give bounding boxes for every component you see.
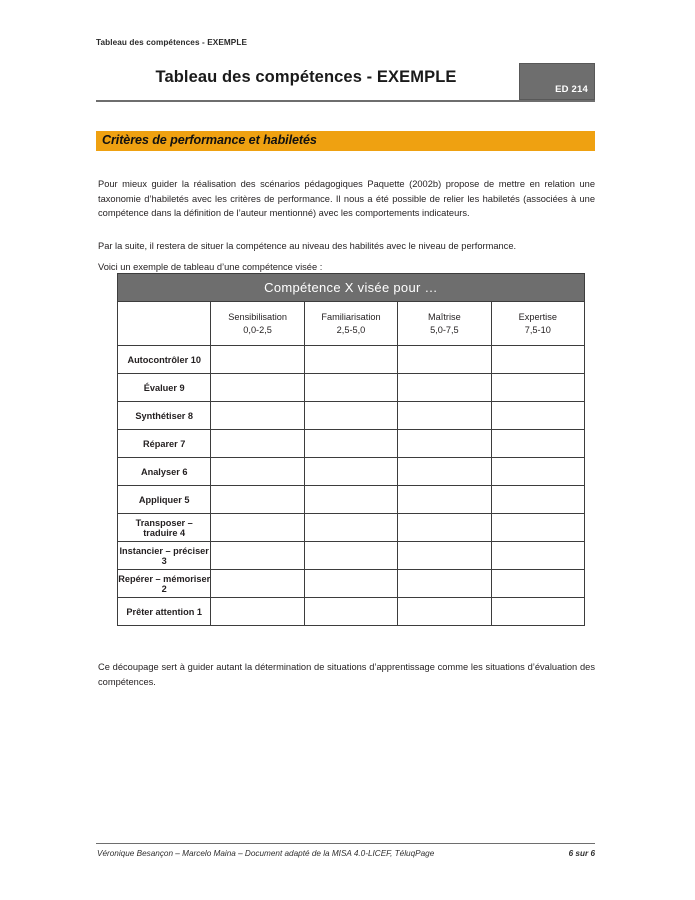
table-row bbox=[118, 458, 585, 486]
table-cell[interactable] bbox=[491, 542, 584, 570]
table-row bbox=[118, 486, 585, 514]
table-cell[interactable] bbox=[491, 346, 584, 374]
table-row bbox=[118, 598, 585, 626]
table-cell[interactable] bbox=[491, 486, 584, 514]
footer-credit: Véronique Besançon – Marcelo Maina – Document adapté de la MISA 4.0-LICEF, TéluqPage bbox=[97, 849, 435, 858]
column-header-range: 5,0-7,5 bbox=[430, 324, 459, 335]
table-cell[interactable] bbox=[304, 458, 397, 486]
table-cell[interactable] bbox=[304, 542, 397, 570]
row-label: Prêter attention 1 bbox=[118, 598, 211, 626]
column-header-name: Maîtrise bbox=[428, 311, 461, 322]
table-cell[interactable] bbox=[304, 570, 397, 598]
running-head: Tableau des compétences - EXEMPLE bbox=[96, 38, 248, 47]
table-cell[interactable] bbox=[211, 542, 304, 570]
table-cell[interactable] bbox=[304, 514, 397, 542]
table-row bbox=[118, 430, 585, 458]
footer-divider bbox=[96, 843, 595, 844]
footer-page-number: 6 sur 6 bbox=[568, 849, 595, 858]
row-label: Synthétiser 8 bbox=[118, 402, 211, 430]
section-heading-label: Critères de performance et habiletés bbox=[102, 133, 317, 147]
competence-table-head bbox=[118, 274, 585, 346]
table-cell[interactable] bbox=[491, 570, 584, 598]
table-cell[interactable] bbox=[304, 346, 397, 374]
table-cell[interactable] bbox=[304, 430, 397, 458]
table-cell[interactable] bbox=[211, 402, 304, 430]
paragraph-example-lead: Voici un exemple de tableau d’une compétence visée : bbox=[98, 262, 323, 273]
column-header-sensibilisation bbox=[211, 302, 304, 346]
table-title: Compétence X visée pour … bbox=[118, 274, 585, 302]
competence-table-body bbox=[118, 346, 585, 626]
row-label: Transposer – traduire 4 bbox=[118, 514, 211, 542]
column-header-name: Familiarisation bbox=[321, 311, 381, 322]
table-cell[interactable] bbox=[491, 374, 584, 402]
table-row bbox=[118, 402, 585, 430]
paragraph-conclusion: Ce découpage sert à guider autant la détermination de situations d’apprentissage comme les situations d’évaluation des compétences. bbox=[98, 662, 595, 687]
table-cell[interactable] bbox=[211, 570, 304, 598]
section-heading-band bbox=[96, 131, 595, 151]
row-label: Autocontrôler 10 bbox=[118, 346, 211, 374]
table-cell[interactable] bbox=[491, 598, 584, 626]
column-header-range: 7,5-10 bbox=[524, 324, 551, 335]
competence-table bbox=[117, 273, 585, 626]
table-cell[interactable] bbox=[304, 598, 397, 626]
column-header-range: 0,0-2,5 bbox=[243, 324, 272, 335]
ed-code-badge bbox=[519, 63, 595, 100]
table-cell[interactable] bbox=[211, 374, 304, 402]
table-row bbox=[118, 346, 585, 374]
row-label: Évaluer 9 bbox=[118, 374, 211, 402]
column-header-name: Expertise bbox=[518, 311, 557, 322]
table-row bbox=[118, 570, 585, 598]
table-cell[interactable] bbox=[491, 514, 584, 542]
row-label: Réparer 7 bbox=[118, 430, 211, 458]
row-label: Instancier – préciser 3 bbox=[118, 542, 211, 570]
table-cell[interactable] bbox=[398, 486, 491, 514]
table-title-row bbox=[118, 274, 585, 302]
paragraph-suite: Par la suite, il restera de situer la compétence au niveau des habilités avec le niveau de performance. bbox=[98, 241, 517, 252]
table-cell[interactable] bbox=[398, 402, 491, 430]
table-cell[interactable] bbox=[398, 374, 491, 402]
ed-code-label: ED 214 bbox=[555, 84, 588, 95]
table-cell[interactable] bbox=[211, 514, 304, 542]
header-divider bbox=[96, 100, 595, 102]
table-cell[interactable] bbox=[398, 430, 491, 458]
row-label: Analyser 6 bbox=[118, 458, 211, 486]
table-cell[interactable] bbox=[491, 458, 584, 486]
table-corner-cell bbox=[118, 302, 211, 346]
table-cell[interactable] bbox=[211, 458, 304, 486]
table-row bbox=[118, 514, 585, 542]
table-cell[interactable] bbox=[398, 346, 491, 374]
table-cell[interactable] bbox=[211, 346, 304, 374]
table-cell[interactable] bbox=[491, 402, 584, 430]
table-cell[interactable] bbox=[304, 486, 397, 514]
row-label: Appliquer 5 bbox=[118, 486, 211, 514]
page-title: Tableau des compétences - EXEMPLE bbox=[155, 68, 457, 86]
table-row bbox=[118, 542, 585, 570]
table-cell[interactable] bbox=[211, 430, 304, 458]
table-cell[interactable] bbox=[398, 542, 491, 570]
table-cell[interactable] bbox=[304, 402, 397, 430]
column-header-maitrise bbox=[398, 302, 491, 346]
table-cell[interactable] bbox=[491, 430, 584, 458]
column-header-name: Sensibilisation bbox=[228, 311, 287, 322]
table-column-header-row bbox=[118, 302, 585, 346]
column-header-expertise bbox=[491, 302, 584, 346]
table-cell[interactable] bbox=[398, 570, 491, 598]
table-cell[interactable] bbox=[398, 598, 491, 626]
table-cell[interactable] bbox=[398, 514, 491, 542]
table-cell[interactable] bbox=[304, 374, 397, 402]
row-label: Repérer – mémoriser 2 bbox=[118, 570, 211, 598]
table-cell[interactable] bbox=[398, 458, 491, 486]
paragraph-intro: Pour mieux guider la réalisation des scénarios pédagogiques Paquette (2002b) propose de mettre en relation une taxonomie d’habiletés avec les critères de performance. Il nous a été possible de relier les habiletés (associées à une compétence dans la définition de l’auteur mentionné) avec les comportements indicateurs. bbox=[98, 179, 595, 219]
table-cell[interactable] bbox=[211, 486, 304, 514]
table-cell[interactable] bbox=[211, 598, 304, 626]
column-header-range: 2,5-5,0 bbox=[336, 324, 366, 335]
column-header-familiarisation bbox=[304, 302, 397, 346]
table-row bbox=[118, 374, 585, 402]
